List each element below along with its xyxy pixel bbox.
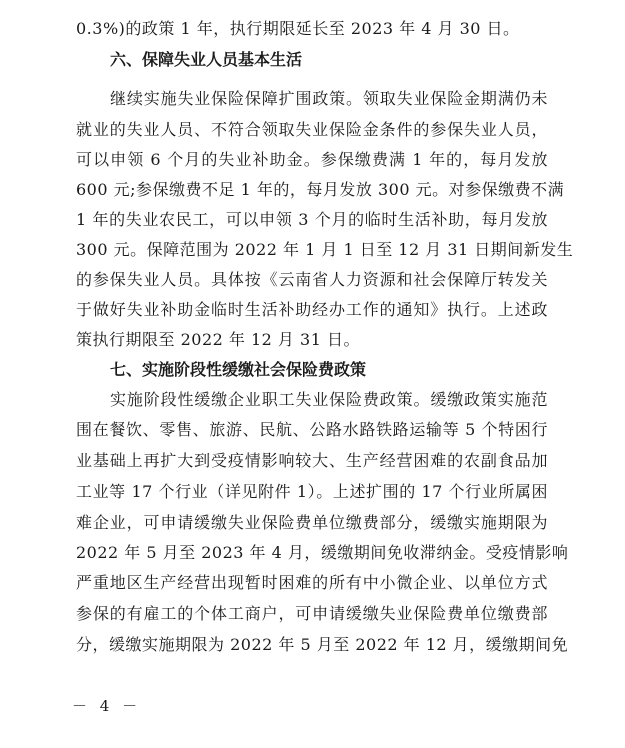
- paragraph-line: 于做好失业补助金临时生活补助经办工作的通知》执行。上述政: [76, 300, 548, 319]
- section-heading-7: 七、实施阶段性缓缴社会保险费政策: [110, 360, 367, 379]
- paragraph-line: 参保的有雇工的个体工商户，可申请缓缴失业保险费单位缴费部: [76, 604, 548, 623]
- paragraph-line: 600 元;参保缴费不足 1 年的，每月发放 300 元。对参保缴费不满: [76, 180, 565, 199]
- paragraph-line: 业基础上再扩大到受疫情影响较大、生产经营困难的农副食品加: [76, 451, 548, 470]
- paragraph-line: 分，缓缴实施期限为 2022 年 5 月至 2022 年 12 月，缓缴期间免: [76, 635, 569, 654]
- section-heading-6: 六、保障失业人员基本生活: [110, 50, 303, 69]
- paragraph-line: 可以申领 6 个月的失业补助金。参保缴费满 1 年的，每月发放: [76, 150, 548, 169]
- paragraph-line: 围在餐饮、零售、旅游、民航、公路水路铁路运输等 5 个特困行: [76, 420, 548, 439]
- paragraph-line: 严重地区生产经营出现暂时困难的所有中小微企业、以单位方式: [76, 573, 548, 592]
- paragraph-line: 策执行期限至 2022 年 12 月 31 日。: [76, 330, 360, 349]
- paragraph-line: 1 年的失业农民工，可以申领 3 个月的临时生活补助，每月发放: [76, 210, 548, 229]
- paragraph-line: 工业等 17 个行业（详见附件 1）。上述扩围的 17 个行业所属困: [76, 482, 548, 501]
- paragraph-line: 2022 年 5 月至 2023 年 4 月，缓缴期间免收滞纳金。受疫情影响: [76, 543, 569, 562]
- paragraph-line: 继续实施失业保险保障扩围政策。领取失业保险金期满仍未: [110, 89, 548, 108]
- paragraph-line: 实施阶段性缓缴企业职工失业保险费政策。缓缴政策实施范: [110, 390, 548, 409]
- paragraph-line: 0.3%)的政策 1 年，执行期限延长至 2023 年 4 月 30 日。: [76, 19, 520, 38]
- page-number: － 4 －: [72, 697, 142, 715]
- paragraph-line: 的参保失业人员。具体按《云南省人力资源和社会保障厅转发关: [76, 270, 548, 289]
- paragraph-line: 难企业，可申请缓缴失业保险费单位缴费部分，缓缴实施期限为: [76, 513, 548, 532]
- paragraph-line: 就业的失业人员、不符合领取失业保险金条件的参保失业人员，: [76, 120, 548, 139]
- paragraph-line: 300 元。保障范围为 2022 年 1 月 1 日至 12 月 31 日期间新发生: [76, 240, 574, 259]
